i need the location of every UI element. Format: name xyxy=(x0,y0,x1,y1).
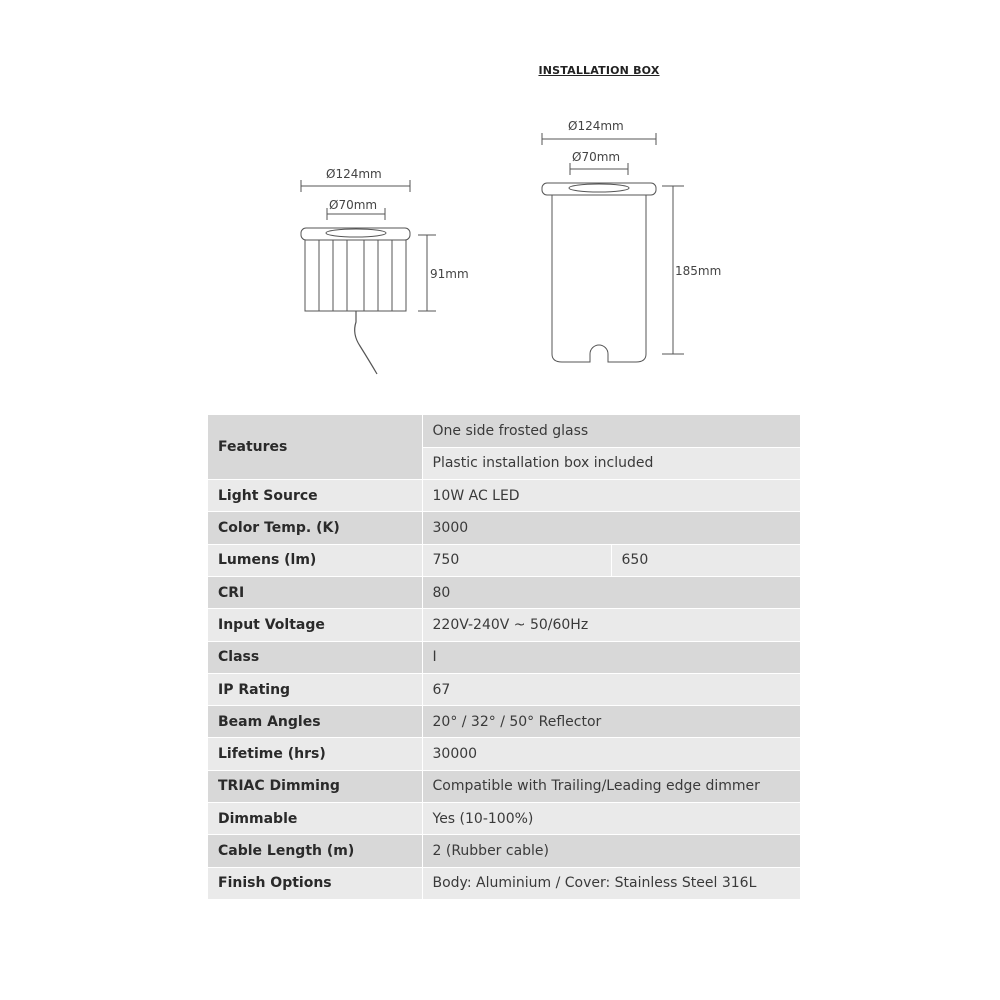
table-row xyxy=(208,770,800,802)
table-row xyxy=(208,415,800,447)
fixture-height: 91mm xyxy=(430,267,469,281)
fixture-inner-diameter: Ø70mm xyxy=(329,198,378,212)
spec-label: Color Temp. (K) xyxy=(208,512,422,544)
spec-value: Compatible with Trailing/Leading edge dimmer xyxy=(422,770,800,802)
spec-label: Finish Options xyxy=(208,867,422,899)
installation-box-title: INSTALLATION BOX xyxy=(538,64,660,77)
spec-label: CRI xyxy=(208,576,422,608)
box-inner-diameter: Ø70mm xyxy=(572,150,621,164)
spec-value: 30000 xyxy=(422,738,800,770)
feature-value: Plastic installation box included xyxy=(422,447,800,479)
table-row xyxy=(208,576,800,608)
spec-value: 20° / 32° / 50° Reflector xyxy=(422,706,800,738)
fixture-outer-diameter: Ø124mm xyxy=(326,167,382,181)
table-row xyxy=(208,641,800,673)
spec-value: 80 xyxy=(422,576,800,608)
box-outer-diameter: Ø124mm xyxy=(568,119,624,133)
feature-value: One side frosted glass xyxy=(422,415,800,447)
spec-label: Lifetime (hrs) xyxy=(208,738,422,770)
table-row xyxy=(208,706,800,738)
spec-value-secondary: 650 xyxy=(611,544,800,576)
table-row xyxy=(208,609,800,641)
technical-drawing xyxy=(0,0,1000,400)
spec-label: Dimmable xyxy=(208,803,422,835)
table-row xyxy=(208,803,800,835)
spec-value: 750 xyxy=(422,544,611,576)
spec-value: Yes (10-100%) xyxy=(422,803,800,835)
spec-value: 2 (Rubber cable) xyxy=(422,835,800,867)
spec-label: Beam Angles xyxy=(208,706,422,738)
spec-table xyxy=(208,415,800,900)
spec-label: Light Source xyxy=(208,480,422,512)
box-height: 185mm xyxy=(675,264,722,278)
features-label: Features xyxy=(208,415,422,480)
fixture-drawing xyxy=(301,228,410,374)
table-row xyxy=(208,673,800,705)
spec-value: Body: Aluminium / Cover: Stainless Steel 316L xyxy=(422,867,800,899)
table-row xyxy=(208,480,800,512)
fixture-outer-dimension-line xyxy=(301,180,410,192)
spec-value: 220V-240V ~ 50/60Hz xyxy=(422,609,800,641)
spec-label: Input Voltage xyxy=(208,609,422,641)
spec-label: IP Rating xyxy=(208,673,422,705)
spec-value: 67 xyxy=(422,673,800,705)
table-row xyxy=(208,738,800,770)
spec-label: Class xyxy=(208,641,422,673)
table-row xyxy=(208,867,800,899)
box-inner-dimension-line xyxy=(570,163,628,175)
spec-value: 3000 xyxy=(422,512,800,544)
spec-value: I xyxy=(422,641,800,673)
table-row xyxy=(208,835,800,867)
spec-label: Cable Length (m) xyxy=(208,835,422,867)
table-row xyxy=(208,512,800,544)
box-outer-dimension-line xyxy=(542,133,656,145)
table-row xyxy=(208,544,800,576)
spec-label: Lumens (lm) xyxy=(208,544,422,576)
installation-box-drawing xyxy=(542,183,656,362)
spec-value: 10W AC LED xyxy=(422,480,800,512)
spec-label: TRIAC Dimming xyxy=(208,770,422,802)
